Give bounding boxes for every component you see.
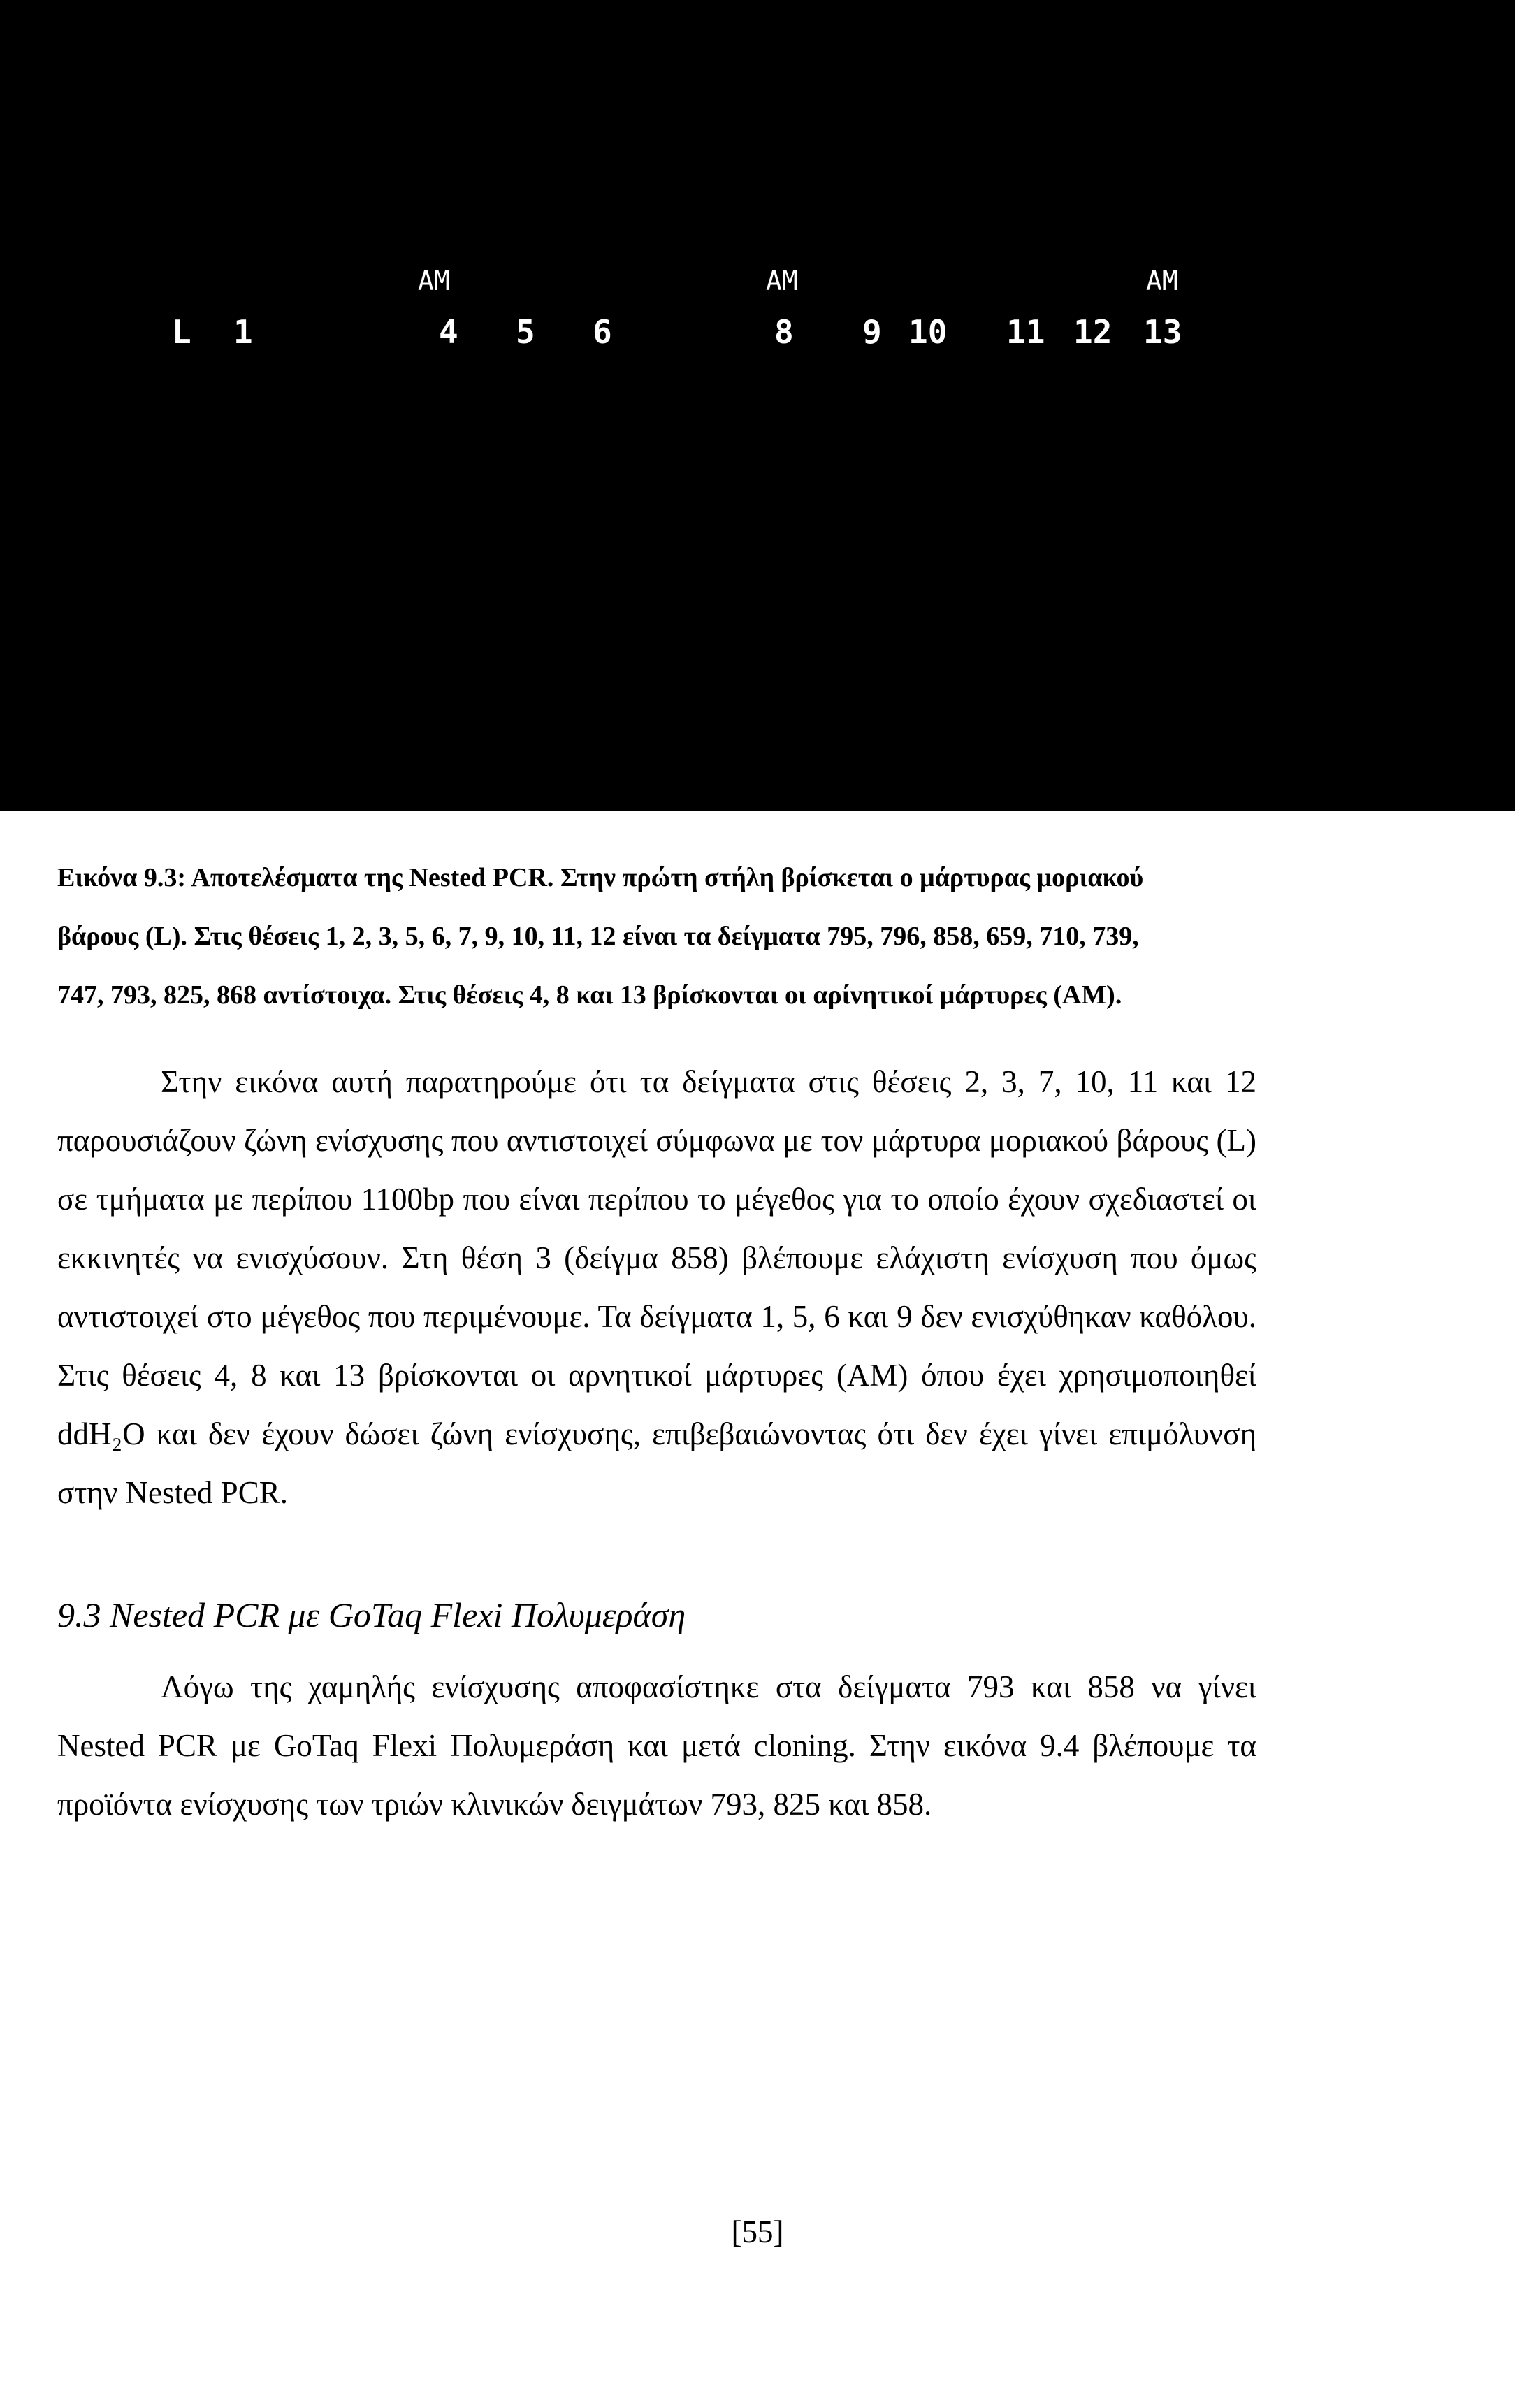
gel-electrophoresis-image <box>0 0 1515 811</box>
lane-label: 1 <box>233 313 253 351</box>
lane-label: 6 <box>593 313 612 351</box>
section-paragraph-block <box>57 1658 1256 1834</box>
lane-label: 5 <box>516 313 535 351</box>
am-label: AM <box>1146 266 1178 296</box>
figure-caption <box>57 848 1455 1024</box>
lane-label: 12 <box>1073 313 1112 351</box>
lane-label: L <box>172 313 191 351</box>
caption-line: 747, 793, 825, 868 αντίστοιχα. Στις θέσεις 4, 8 και 13 βρίσκονται οι αρίνητικοί μάρτυρες (AM). <box>57 980 1122 1010</box>
results-paragraph: Στην εικόνα αυτή παρατηρούμε ότι τα δείγματα στις θέσεις 2, 3, 7, 10, 11 και 12 παρουσιάζουν ζώνη ενίσχυσης που αντιστοιχεί σύμφωνα με τον μάρτυρα μοριακού βάρους (L) σε τμήματα με περίπου 1100bp που είναι περίπου το μέγεθος για το οποίο έχουν σχεδιαστεί οι εκκινητές να ενισχύσουν. Στη θέση 3 (δείγμα 858) βλέπουμε ελάχιστη ενίσχυση που όμως αντιστοιχεί στο μέγεθος που περιμένουμε. Τα δείγματα 1, 5, 6 και 9 δεν ενισχύθηκαν καθόλου. Στις θέσεις 4, 8 και 13 βρίσκονται οι αρνητικοί μάρτυρες (AM) όπου έχει χρησιμοποιηθεί ddH₂O και δεν έχουν δώσει ζώνη ενίσχυσης, επιβεβαιώνοντας ότι δεν έχει γίνει επιμόλυνση στην Nested PCR. <box>57 1064 1256 1510</box>
lane-label: 13 <box>1143 313 1182 351</box>
caption-line: βάρους (L). Στις θέσεις 1, 2, 3, 5, 6, 7, 9, 10, 11, 12 είναι τα δείγματα 795, 796, 858, 659, 710, 739, <box>57 922 1139 951</box>
lane-label: 8 <box>774 313 794 351</box>
am-label: AM <box>766 266 798 296</box>
results-paragraph-block <box>57 1052 1256 1522</box>
lane-label: 4 <box>439 313 458 351</box>
section-heading: 9.3 Nested PCR με GoTaq Flexi Πολυμεράση <box>57 1595 686 1634</box>
lane-label: 9 <box>862 313 882 351</box>
lane-label: 11 <box>1006 313 1045 351</box>
am-label: AM <box>418 266 450 296</box>
section-paragraph: Λόγω της χαμηλής ενίσχυσης αποφασίστηκε στα δείγματα 793 και 858 να γίνει Nested PCR με GoTaq Flexi Πολυμεράση και μετά cloning. Στην εικόνα 9.4 βλέπουμε τα προϊόντα ενίσχυσης των τριών κλινικών δειγμάτων 793, 825 και 858. <box>57 1669 1256 1822</box>
lane-label: 10 <box>908 313 948 351</box>
caption-line: Εικόνα 9.3: Αποτελέσματα της Nested PCR. Στην πρώτη στήλη βρίσκεται ο μάρτυρας μοριακού <box>57 863 1144 892</box>
page-number: [55] <box>731 2214 784 2249</box>
